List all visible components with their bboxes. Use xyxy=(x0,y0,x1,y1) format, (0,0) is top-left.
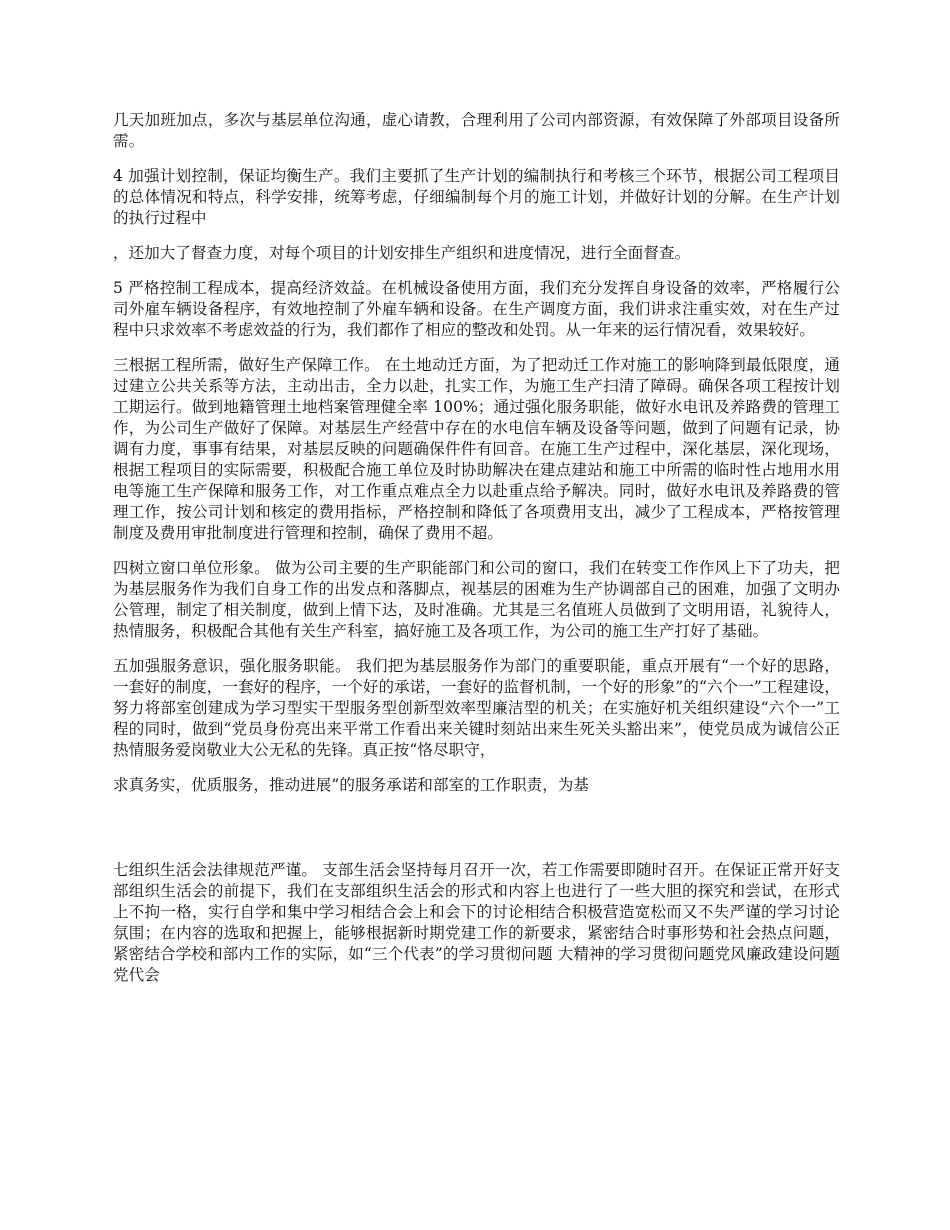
paragraph-planning-control: 4 加强计划控制，保证均衡生产。我们主要抓了生产计划的编制执行和考核三个环节，根据公司工程项目的总体情况和特点，科学安排，统筹考虑，仔细编制每个月的施工计划，并做好计划的分解。在生产计划的执行过程中 xyxy=(113,167,840,227)
paragraph-production-support: 三根据工程所需，做好生产保障工作。 在土地动迁方面，为了把动迁工作对施工的影响降到最低限度，通过建立公共关系等方法，主动出击，全力以赴，扎实工作，为施工生产扫清了障碍。确保各项工程按计划工期运行。做到地籍管理土地档案管理健全率 100%；通过强化服务职能，做好水电讯及养路费的管理工作，为公司生产做好了保障。对基层生产经营中存在的水电信车辆及设备等问题，做到了问题有记录，协调有力度，事事有结果，对基层反映的问题确保件件有回音。在施工生产过程中，深化基层，深化现场，根据工程项目的实际需要，积极配合施工单位及时协助解决在建点建站和施工中所需的临时性占地用水用电等施工生产保障和服务工作，对工作重点难点全力以赴重点给予解决。同时，做好水电讯及养路费的管理工作，按公司计划和核定的费用指标，严格控制和降低了各项费用支出，减少了工程成本，严格按管理制度及费用审批制度进行管理和控制，确保了费用不超。 xyxy=(113,356,840,542)
paragraph-party-life-meeting: 七组织生活会法律规范严谨。 支部生活会坚持每月召开一次，若工作需要即随时召开。在保证正常开好支部组织生活会的前提下，我们在支部组织生活会的形式和内容上也进行了一些大胆的探究和尝试，在形式上不拘一格，实行自学和集中学习相结合会上和会下的讨论相结合积极营造宽松而又不失严谨的学习讨论氛围；在内容的选取和把握上，能够根据新时期党建工作的新要求，紧密结合时事形势和社会热点问题，紧密结合学校和部内工作的实际，如“三个代表”的学习贯彻问题 大精神的学习贯彻问题党风廉政建设问题党代会 xyxy=(113,861,840,984)
document-page xyxy=(113,110,840,1000)
paragraph-overtime-resources: 几天加班加点，多次与基层单位沟通，虚心请教，合理利用了公司内部资源，有效保障了外部项目设备所需。 xyxy=(113,111,840,150)
section-gap xyxy=(113,810,840,860)
paragraph-supervision: ，还加大了督查力度，对每个项目的计划安排生产组织和进度情况，进行全面督查。 xyxy=(113,244,691,262)
paragraph-service-awareness: 五加强服务意识，强化服务职能。 我们把为基层服务作为部门的重要职能，重点开展有“一个好的思路，一套好的制度，一套好的程序，一个好的承诺，一套好的监督机制，一个好的形象”的“六个一”工程建设，努力将部室创建成为学习型实干型服务型创新型效率型廉洁型的机关；在实施好机关组织建设“六个一”工程的同时，做到“党员身份亮出来平常工作看出来关键时刻站出来生死关头豁出来”，使党员成为诚信公正热情服务爱岗敬业大公无私的先锋。真正按“恪尽职守， xyxy=(113,657,840,759)
paragraph-cost-control: 5 严格控制工程成本，提高经济效益。在机械设备使用方面，我们充分发挥自身设备的效率，严格履行公司外雇车辆设备程序，有效地控制了外雇车辆和设备。在生产调度方面，我们讲求注重实效，对在生产过程中只求效率不考虑效益的行为，我们都作了相应的整改和处罚。从一年来的运行情况看，效果较好。 xyxy=(113,279,840,339)
paragraph-window-image: 四树立窗口单位形象。 做为公司主要的生产职能部门和公司的窗口，我们在转变工作作风上下了功夫，把为基层服务作为我们自身工作的出发点和落脚点，视基层的困难为生产协调部自己的困难，加强了文明办公管理，制定了相关制度，做到上情下达，及时准确。尤其是三名值班人员做到了文明用语，礼貌待人，热情服务，积极配合其他有关生产科室，搞好施工及各项工作，为公司的施工生产打好了基础。 xyxy=(113,559,840,640)
paragraph-service-commitment: 求真务实，优质服务，推动进展”的服务承诺和部室的工作职责，为基 xyxy=(113,776,590,794)
